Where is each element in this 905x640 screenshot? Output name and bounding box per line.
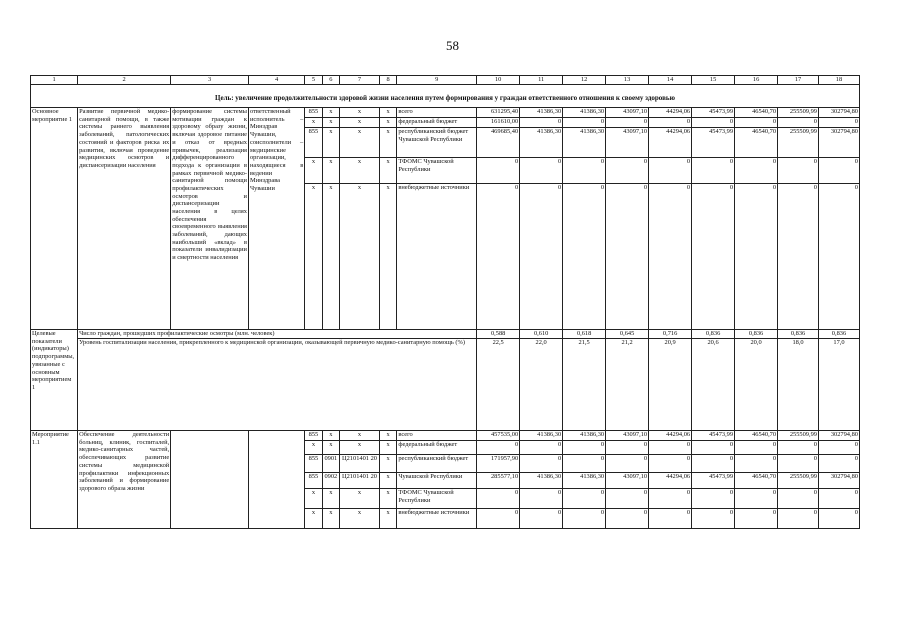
amount-cell: 0 (692, 184, 735, 330)
code-target-article: x (340, 489, 380, 509)
code-target-article: x (340, 128, 380, 158)
amount-cell: 0 (778, 118, 819, 128)
funding-source: всего (397, 431, 477, 441)
amount-cell: 0 (735, 118, 778, 128)
indicator-text: Уровень госпитализации населения, прикрепленного к медицинской организации, оказывающей первичную медико-санитарную помощь (%) (78, 339, 477, 431)
column-index-cell: 15 (692, 76, 735, 85)
amount-cell: 46540,70 (735, 431, 778, 441)
code-expense-type: x (379, 441, 396, 455)
amount-cell: 0 (819, 184, 860, 330)
amount-cell: 45473,99 (692, 473, 735, 489)
amount-cell: 0 (778, 158, 819, 184)
amount-cell: 0 (735, 184, 778, 330)
amount-cell: 0 (606, 158, 649, 184)
indicator-row (31, 339, 860, 431)
amount-cell: 0 (606, 441, 649, 455)
indicator-value: 0,610 (520, 330, 563, 339)
column-index-cell: 17 (778, 76, 819, 85)
code-grbs: 855 (305, 455, 322, 473)
amount-cell: 0 (819, 441, 860, 455)
indicator-row (31, 330, 860, 339)
amount-cell: 0 (477, 184, 520, 330)
indicator-value: 21,2 (606, 339, 649, 431)
indicators-label: Целевые показатели (индикаторы) подпрограммы, увязанные с основным мероприятием 1 (31, 330, 78, 431)
code-grbs: x (305, 184, 322, 330)
amount-cell: 41386,30 (563, 108, 606, 118)
column-index-cell: 6 (322, 76, 339, 85)
column-index-cell: 2 (78, 76, 171, 85)
amount-cell: 0 (477, 158, 520, 184)
indicator-value: 0,618 (563, 330, 606, 339)
amount-cell: 44294,06 (649, 128, 692, 158)
amount-cell: 0 (692, 158, 735, 184)
column-index-cell: 11 (520, 76, 563, 85)
code-expense-type: x (379, 455, 396, 473)
amount-cell: 44294,06 (649, 108, 692, 118)
amount-cell: 0 (735, 509, 778, 529)
budget-row (31, 431, 860, 441)
amount-cell: 302794,80 (819, 128, 860, 158)
amount-cell: 0 (606, 455, 649, 473)
amount-cell: 0 (778, 441, 819, 455)
amount-cell: 255509,99 (778, 108, 819, 118)
event-name: Основное мероприятие 1 (31, 108, 78, 330)
amount-cell: 0 (520, 118, 563, 128)
amount-cell: 45473,99 (692, 128, 735, 158)
amount-cell: 255509,99 (778, 128, 819, 158)
code-target-article: x (340, 118, 380, 128)
amount-cell: 0 (819, 158, 860, 184)
amount-cell: 41386,30 (520, 473, 563, 489)
amount-cell: 0 (735, 158, 778, 184)
amount-cell: 44294,06 (649, 473, 692, 489)
code-target-article: x (340, 184, 380, 330)
amount-cell: 0 (520, 455, 563, 473)
amount-cell: 0 (563, 489, 606, 509)
indicator-value: 20,6 (692, 339, 735, 431)
amount-cell: 46540,70 (735, 128, 778, 158)
code-section: x (322, 128, 339, 158)
indicator-value: 0,836 (735, 330, 778, 339)
budget-table-sheet (30, 75, 860, 529)
event-title: Обеспечение деятельности больниц, клиник, госпиталей, медико-санитарных частей, обеспечивающих развитие системы медицинской профилактики инфекционных заболеваний и формирование здорового образа жизни (78, 431, 171, 529)
amount-cell: 0 (606, 118, 649, 128)
amount-cell: 0 (649, 509, 692, 529)
code-section: x (322, 431, 339, 441)
column-index-cell: 10 (477, 76, 520, 85)
code-target-article: x (340, 509, 380, 529)
indicator-value: 0,836 (819, 330, 860, 339)
funding-source: федеральный бюджет (397, 441, 477, 455)
funding-source: республиканский бюджет Чувашской Республики (397, 128, 477, 158)
event-name: Мероприятие 1.1 (31, 431, 78, 529)
code-expense-type: x (379, 158, 396, 184)
amount-cell: 0 (778, 455, 819, 473)
amount-cell: 43097,10 (606, 108, 649, 118)
column-index-cell: 4 (248, 76, 304, 85)
amount-cell: 0 (778, 489, 819, 509)
code-grbs: 855 (305, 108, 322, 118)
amount-cell: 0 (520, 489, 563, 509)
amount-cell: 302794,80 (819, 108, 860, 118)
column-index-cell: 8 (379, 76, 396, 85)
indicator-value: 18,0 (778, 339, 819, 431)
code-grbs: x (305, 118, 322, 128)
code-target-article: Ц2101401 20 (340, 473, 380, 489)
code-section: 0901 (322, 455, 339, 473)
code-expense-type: x (379, 473, 396, 489)
amount-cell: 0 (563, 184, 606, 330)
column-index-cell: 3 (171, 76, 249, 85)
code-expense-type: x (379, 128, 396, 158)
funding-source: федеральный бюджет (397, 118, 477, 128)
amount-cell: 41386,30 (563, 473, 606, 489)
amount-cell: 302794,80 (819, 431, 860, 441)
amount-cell: 41386,30 (563, 431, 606, 441)
code-grbs: x (305, 509, 322, 529)
amount-cell: 0 (606, 509, 649, 529)
amount-cell: 0 (563, 158, 606, 184)
column-index-cell: 18 (819, 76, 860, 85)
amount-cell: 0 (692, 441, 735, 455)
amount-cell: 0 (606, 184, 649, 330)
budget-table (30, 75, 860, 529)
event-title: Развитие первичной медико-санитарной помощи, в также системы раннего выявления заболеваний, патологических состояний и факторов риска их развития, включая проведение медицинских осмотров и диспансеризации населения (78, 108, 171, 330)
code-section: x (322, 118, 339, 128)
amount-cell: 161610,00 (477, 118, 520, 128)
code-section: x (322, 441, 339, 455)
funding-source: ТФОМС Чувашской Республики (397, 489, 477, 509)
amount-cell: 43097,10 (606, 473, 649, 489)
amount-cell: 0 (520, 509, 563, 529)
amount-cell: 0 (563, 118, 606, 128)
indicator-value: 20,9 (649, 339, 692, 431)
indicator-value: 0,716 (649, 330, 692, 339)
code-target-article: x (340, 441, 380, 455)
amount-cell: 0 (692, 118, 735, 128)
code-section: x (322, 184, 339, 330)
amount-cell: 0 (819, 509, 860, 529)
goal-text: Цель: увеличение продолжительности здоровой жизни населения путем формирования у граждан ответственного отношения к своему здоровью (31, 84, 860, 107)
amount-cell: 0 (649, 184, 692, 330)
amount-cell: 0 (520, 441, 563, 455)
indicator-text: Число граждан, прошедших профилактические осмотры (млн. человек) (78, 330, 477, 339)
funding-source: Чувашской Республики (397, 473, 477, 489)
code-section: x (322, 108, 339, 118)
amount-cell: 41386,30 (563, 128, 606, 158)
column-index-cell: 14 (649, 76, 692, 85)
code-grbs: 855 (305, 473, 322, 489)
amount-cell: 45473,99 (692, 108, 735, 118)
amount-cell: 631295,40 (477, 108, 520, 118)
column-index-cell: 12 (563, 76, 606, 85)
amount-cell: 41386,30 (520, 431, 563, 441)
amount-cell: 41386,30 (520, 108, 563, 118)
amount-cell: 0 (477, 489, 520, 509)
indicator-value: 17,0 (819, 339, 860, 431)
column-index-cell: 1 (31, 76, 78, 85)
amount-cell: 302794,80 (819, 473, 860, 489)
amount-cell: 0 (649, 455, 692, 473)
code-expense-type: x (379, 118, 396, 128)
funding-source: внебюджетные источники (397, 184, 477, 330)
amount-cell: 0 (778, 509, 819, 529)
amount-cell: 457535,00 (477, 431, 520, 441)
amount-cell: 0 (606, 489, 649, 509)
funding-source: внебюджетные источники (397, 509, 477, 529)
code-grbs: x (305, 489, 322, 509)
goal-row (31, 84, 860, 107)
amount-cell: 0 (477, 441, 520, 455)
code-grbs: x (305, 441, 322, 455)
amount-cell: 0 (563, 441, 606, 455)
amount-cell: 469685,40 (477, 128, 520, 158)
event-executor (248, 431, 304, 529)
indicator-value: 21,5 (563, 339, 606, 431)
amount-cell: 0 (735, 441, 778, 455)
code-grbs: 855 (305, 431, 322, 441)
indicator-value: 20,0 (735, 339, 778, 431)
code-section: x (322, 509, 339, 529)
funding-source: всего (397, 108, 477, 118)
amount-cell: 0 (649, 441, 692, 455)
event-executor: ответственный исполнитель – Минздрав Чувашии, соисполнители – медицинские организации, находящиеся в ведении Минздрава Чувашии (248, 108, 304, 330)
amount-cell: 46540,70 (735, 473, 778, 489)
indicator-value: 0,836 (778, 330, 819, 339)
indicator-value: 22,0 (520, 339, 563, 431)
amount-cell: 0 (735, 455, 778, 473)
code-target-article: x (340, 158, 380, 184)
amount-cell: 0 (520, 184, 563, 330)
code-section: 0902 (322, 473, 339, 489)
column-index-row (31, 76, 860, 85)
code-expense-type: x (379, 431, 396, 441)
code-section: x (322, 489, 339, 509)
code-expense-type: x (379, 489, 396, 509)
column-index-cell: 9 (397, 76, 477, 85)
amount-cell: 0 (692, 509, 735, 529)
amount-cell: 0 (649, 158, 692, 184)
amount-cell: 0 (692, 489, 735, 509)
amount-cell: 46540,70 (735, 108, 778, 118)
code-expense-type: x (379, 509, 396, 529)
amount-cell: 0 (563, 509, 606, 529)
amount-cell: 0 (477, 509, 520, 529)
amount-cell: 0 (563, 455, 606, 473)
amount-cell: 0 (692, 455, 735, 473)
amount-cell: 171957,90 (477, 455, 520, 473)
amount-cell: 45473,99 (692, 431, 735, 441)
column-index-cell: 7 (340, 76, 380, 85)
amount-cell: 255509,99 (778, 431, 819, 441)
amount-cell: 0 (649, 118, 692, 128)
amount-cell: 43097,10 (606, 128, 649, 158)
column-index-cell: 5 (305, 76, 322, 85)
amount-cell: 41386,30 (520, 128, 563, 158)
code-target-article: x (340, 431, 380, 441)
budget-row (31, 108, 860, 118)
amount-cell: 0 (819, 118, 860, 128)
amount-cell: 0 (819, 489, 860, 509)
column-index-cell: 16 (735, 76, 778, 85)
indicator-value: 0,645 (606, 330, 649, 339)
indicator-value: 0,836 (692, 330, 735, 339)
funding-source: ТФОМС Чувашской Республики (397, 158, 477, 184)
page-number: 58 (446, 38, 459, 53)
code-target-article: x (340, 108, 380, 118)
amount-cell: 44294,06 (649, 431, 692, 441)
code-section: x (322, 158, 339, 184)
code-grbs: x (305, 158, 322, 184)
amount-cell: 0 (520, 158, 563, 184)
amount-cell: 0 (778, 184, 819, 330)
code-grbs: 855 (305, 128, 322, 158)
code-target-article: Ц2101401 20 (340, 455, 380, 473)
funding-source: республиканский бюджет (397, 455, 477, 473)
event-description: формирование системы мотивации граждан к здоровому образу жизни, включая здоровое питание и отказ от вредных привычек, реализация дифференцированного подхода к организации в рамках первичной медико-санитарной помощи профилактических осмотров и диспансеризации населения в целях обеспечения своевременного выявления заболеваний, дающих наибольший «вклад» в показатели инвалидизации и смертности населения (171, 108, 249, 330)
amount-cell: 43097,10 (606, 431, 649, 441)
indicator-value: 22,5 (477, 339, 520, 431)
amount-cell: 0 (649, 489, 692, 509)
code-expense-type: x (379, 108, 396, 118)
code-expense-type: x (379, 184, 396, 330)
amount-cell: 0 (819, 455, 860, 473)
amount-cell: 285577,10 (477, 473, 520, 489)
event-description (171, 431, 249, 529)
amount-cell: 255509,99 (778, 473, 819, 489)
indicator-value: 0,588 (477, 330, 520, 339)
amount-cell: 0 (735, 489, 778, 509)
column-index-cell: 13 (606, 76, 649, 85)
